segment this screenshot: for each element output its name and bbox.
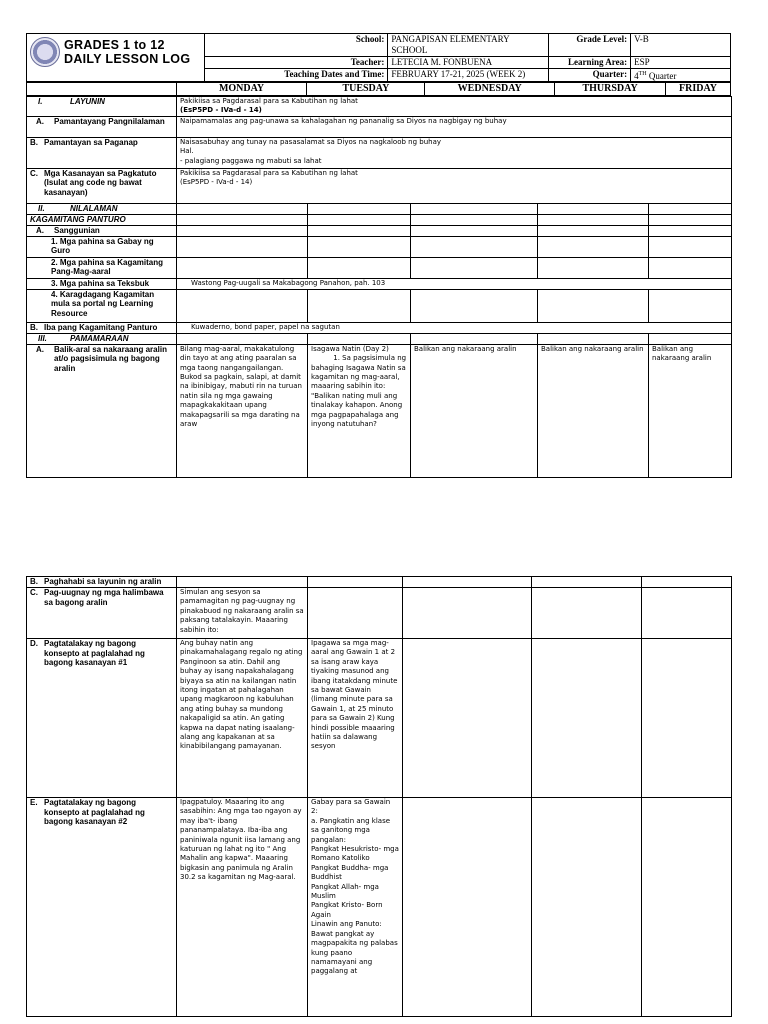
pagtatalakay-1-tuesday: Ipagawa sa mga mag-aaral ang Gawain 1 at 2 sa isang araw kaya tiyaking masunod ang ibang itatakdang minute sa bawat Gawain (limang minute para sa Gawain 1, at 25 minuto para sa Gawain 2) Kung hindi possible maaaring hatiin sa dalawang sesyon (308, 639, 403, 798)
teksbuk-text: Wastong Pag-uugali sa Makabagong Panahon, pah. 103 (177, 278, 732, 289)
balik-aral-friday: Balikan ang nakaraang aralin (649, 344, 732, 477)
pagtatalakay-2-label: E. Pagtatalakay ng bagong konsepto at paglalahad ng bagong kasanayan #2 (27, 798, 177, 1017)
table-row (27, 116, 732, 137)
quarter-label: Quarter: (549, 69, 631, 83)
nilalaman-label: II. NILALAMAN (27, 203, 177, 214)
day-wednesday: WEDNESDAY (425, 82, 555, 96)
table-row (27, 214, 732, 225)
form-title-line1: GRADES 1 to 12 (64, 38, 165, 52)
day-tuesday: TUESDAY (307, 82, 425, 96)
kagamitang-panturo-label: KAGAMITANG PANTURO (27, 214, 177, 225)
day-header-row (26, 81, 731, 96)
teaching-dates-label: Teaching Dates and Time: (204, 69, 388, 83)
table-row (27, 588, 732, 639)
table-row (27, 798, 732, 1017)
iba-pang-kagamitan-label: B. Iba pang Kagamitang Panturo (27, 322, 177, 333)
table-row (27, 333, 732, 344)
kagamitang-pang-mag-aaral-label: 2. Mga pahina sa Kagamitang Pang-Mag-aaral (27, 257, 177, 278)
form-title-line2: DAILY LESSON LOG (64, 52, 191, 66)
learning-area-label: Learning Area: (549, 57, 631, 69)
lesson-log-table-page2 (26, 576, 732, 1017)
school-label: School: (204, 34, 388, 57)
balik-aral-tuesday: Isagawa Natin (Day 2) 1. Sa pagsisimula ng bahaging Isagawa Natin sa kagamitan ng mag-aaral, maaaring sabihin ito: "Balikan nating muli ang tinalakay kahapon. Anong mga pagpapahalaga ang inyong natutuhan? (308, 344, 411, 477)
grade-level-value: V-B (631, 34, 731, 57)
layunin-label: I. LAYUNIN (27, 97, 177, 117)
table-row (27, 236, 732, 257)
pagtatalakay-1-label: D. Pagtatalakay ng bagong konsepto at paglalahad ng bagong kasanayan #1 (27, 639, 177, 798)
pagtatalakay-1-monday: Ang buhay natin ang pinakamahalagang regalo ng ating Panginoon sa atin. Dahil ang buhay ay isang napakahalagang biyaya sa atin na kailangan natin itong ingatan at pahalagahan upang magkaroon ng kabuluhan ang ating buhay sa mundong nakapaligid sa atin. An gating kapwa na dapat nating isaalang-alang ang kapakanan at sa kinabibilangang pamayanan. (177, 639, 308, 798)
karagdagang-kagamitan-label: 4. Karagdagang Kagamitan mula sa portal ng Learning Resource (27, 289, 177, 322)
pamantayan-sa-paganap-label: B. Pamantayan sa Paganap (27, 137, 177, 168)
pamantayan-sa-paganap-text: Naisasabuhay ang tunay na pasasalamat sa Diyos na nagkaloob ng buhay Hal. - palagiang paggawa ng mabuti sa lahat (177, 137, 732, 168)
pagtatalakay-2-tuesday: Gabay para sa Gawain 2: a. Pangkatin ang klase sa ganitong mga pangalan: Pangkat Hesukristo- mga Romano Katoliko Pangkat Buddha- mga Buddhist Pangkat Allah- mga Muslim Pangkat Kristo- Born Again Linawin ang Panuto: Bawat pangkat ay magpapakita ng palabas kung paano namamayani ang paggalang at (308, 798, 403, 1017)
balik-aral-thursday: Balikan ang nakaraang aralin (538, 344, 649, 477)
balik-aral-monday: Bilang mag-aaral, makakatulong din tayo at ang ating paaralan sa mga taong nangangailangan. Bukod sa pagkain, salapi, at damit na ibinibigay, mabuti rin na turuan natin sila ng mga gawaing mapagkakakitaan upang makapagsarili sa mga darating na araw (177, 344, 308, 477)
gabay-ng-guro-label: 1. Mga pahina sa Gabay ng Guro (27, 236, 177, 257)
learning-area-value: ESP (631, 57, 731, 69)
school-value: PANGAPISAN ELEMENTARY SCHOOL (388, 34, 549, 57)
day-monday: MONDAY (176, 82, 307, 96)
balik-aral-wednesday: Balikan ang nakaraang aralin (411, 344, 538, 477)
pamantayang-pangnilalaman-text: Naipamamalas ang pag-unawa sa kahalagahan ng pananalig sa Diyos na nagbigay ng buhay (177, 116, 732, 137)
table-row (27, 137, 732, 168)
pag-uugnay-monday: Simulan ang sesyon sa pamamagitan ng pag-uugnay ng pinakabuod ng nakaraang aralin sa paksang tatalakayin. Maaaring sabihin ito: (177, 588, 308, 639)
balik-aral-label: A. Balik-aral sa nakaraang aralin at/o pagsisimula ng bagong aralin (27, 344, 177, 477)
teaching-dates-value: FEBRUARY 17-21, 2025 (WEEK 2) (388, 69, 549, 83)
day-thursday: THURSDAY (555, 82, 666, 96)
sanggunian-label: A. Sanggunian (27, 225, 177, 236)
table-row (27, 344, 732, 477)
lesson-log-table-page1 (26, 96, 732, 478)
table-row (27, 203, 732, 214)
table-row (27, 257, 732, 278)
iba-pang-kagamitan-text: Kuwaderno, bond paper, papel na sagutan (177, 322, 732, 333)
teacher-label: Teacher: (204, 57, 388, 69)
teacher-value: LETECIA M. FONBUENA (388, 57, 549, 69)
table-row (27, 322, 732, 333)
header-info-table (26, 33, 731, 83)
table-row (27, 97, 732, 117)
pamantayang-pangnilalaman-label: A. Pamantayang Pangnilalaman (27, 116, 177, 137)
table-row (27, 225, 732, 236)
table-row (27, 577, 732, 588)
layunin-text: Pakikiisa sa Pagdarasal para sa Kabutihan ng lahat (EsP5PD - IVa-d - 14) (177, 97, 732, 117)
grade-level-label: Grade Level: (549, 34, 631, 57)
pag-uugnay-label: C. Pag-uugnay ng mga halimbawa sa bagong aralin (27, 588, 177, 639)
mga-kasanayan-label: C. Mga Kasanayan sa Pagkatuto (Isulat ang code ng bawat kasanayan) (27, 168, 177, 203)
table-row (27, 168, 732, 203)
pagtatalakay-2-monday: Ipagpatuloy. Maaaring ito ang sasabihin: Ang mga tao ngayon ay may iba't- ibang pananampalataya. Iba-iba ang paniniwala ngunit iisa lamang ang katuruan ng lahat ng ito " Ang Mahalin ang kapwa". Maaaring bigkasin ang panimula ng Aralin 30.2 sa kagamitan ng Mag-aaral. (177, 798, 308, 1017)
quarter-value: 4TH Quarter (631, 69, 731, 83)
table-row (27, 639, 732, 798)
pamamaraan-label: III. PAMAMARAAN (27, 333, 177, 344)
mga-kasanayan-text: Pakikiisa sa Pagdarasal para sa Kabutihan ng lahat (EsP5PD - IVa-d - 14) (177, 168, 732, 203)
table-row (27, 289, 732, 322)
paghahabi-label: B. Paghahabi sa layunin ng aralin (27, 577, 177, 588)
teksbuk-label: 3. Mga pahina sa Teksbuk (27, 278, 177, 289)
table-row (27, 278, 732, 289)
day-friday: FRIDAY (666, 82, 731, 96)
